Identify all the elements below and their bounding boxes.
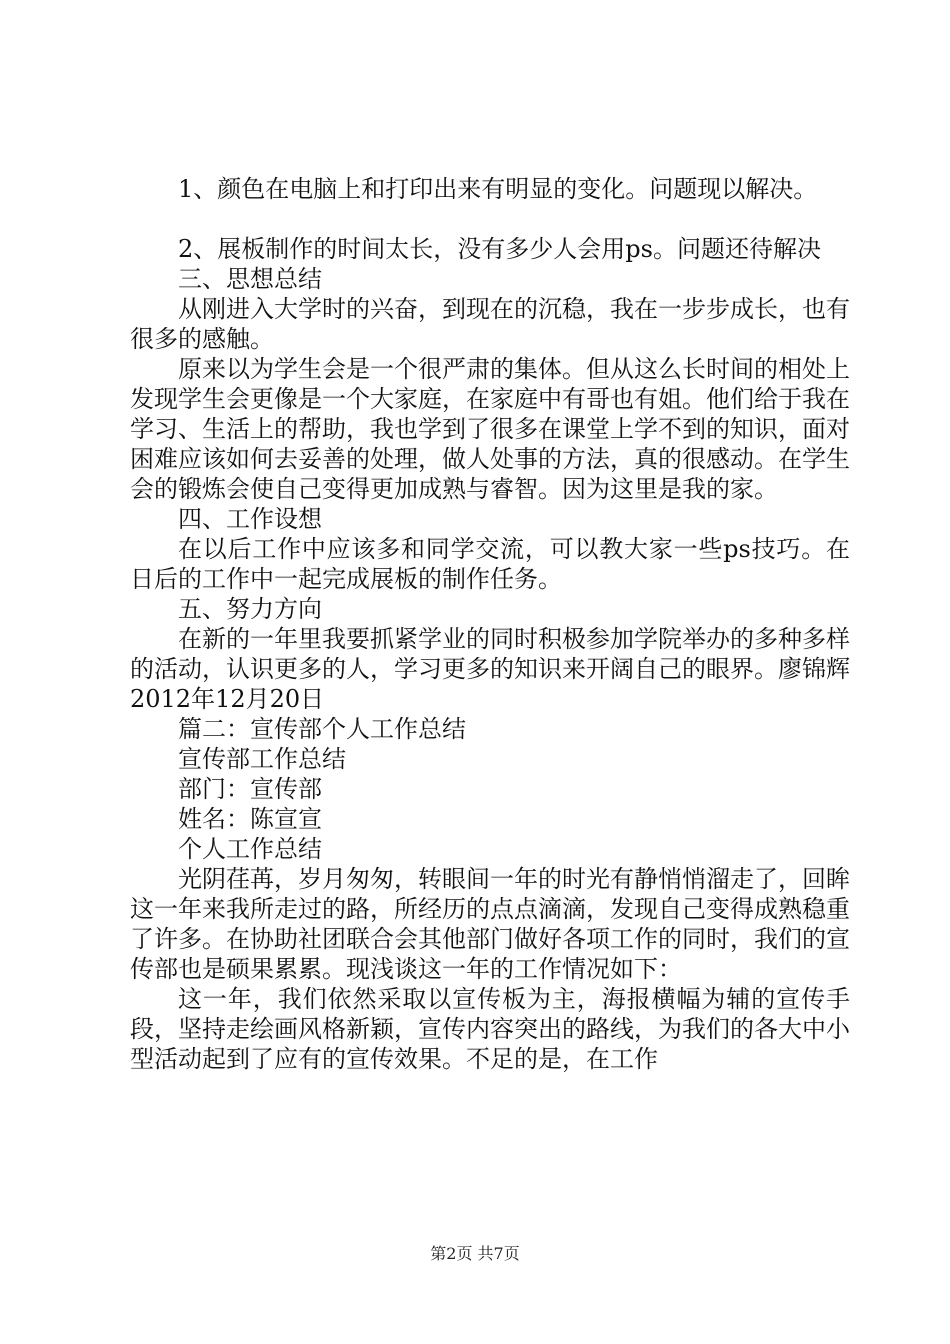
paragraph-work-plan: 在以后工作中应该多和同学交流，可以教大家一些ps技巧。在日后的工作中一起完成展板的制作任务。 <box>130 535 850 593</box>
heading-effort-direction: 五、努力方向 <box>178 595 322 623</box>
paragraph-effort-direction: 在新的一年里我要抓紧学业的同时积极参加学院举办的多种多样的活动，认识更多的人，学习更多的知识来开阔自己的眼界。廖锦辉2012年12月20日 <box>130 625 850 713</box>
heading-work-summary: 宣传部工作总结 <box>178 745 346 773</box>
heading-work-plan: 四、工作设想 <box>178 505 322 533</box>
heading-thought-summary: 三、思想总结 <box>178 265 322 293</box>
paragraph-growth: 从刚进入大学时的兴奋，到现在的沉稳，我在一步步成长，也有很多的感触。 <box>130 295 850 353</box>
document-body <box>130 174 850 1074</box>
paragraph-student-union-family: 原来以为学生会是一个很严肃的集体。但从这么长时间的相处上发现学生会更像是一个大家庭，在家庭中有哥也有姐。他们给于我在学习、生活上的帮助，我也学到了很多在课堂上学不到的知识，面对困难应该如何去妥善的处理，做人处事的方法，真的很感动。在学生会的锻炼会使自己变得更加成熟与睿智。因为这里是我的家。 <box>130 355 850 503</box>
heading-part-two: 篇二：宣传部个人工作总结 <box>178 715 466 743</box>
department-line: 部门：宣传部 <box>178 775 322 803</box>
paragraph-year-review: 光阴荏苒，岁月匆匆，转眼间一年的时光有静悄悄溜走了，回眸这一年来我所走过的路，所经历的点点滴滴，发现自己变得成熟稳重了许多。在协助社团联合会其他部门做好各项工作的同时，我们的宣传部也是硕果累累。现浅谈这一年的工作情况如下： <box>130 865 850 983</box>
heading-personal-summary: 个人工作总结 <box>178 835 322 863</box>
paragraph-color-issue: 1、颜色在电脑上和打印出来有明显的变化。问题现以解决。 <box>178 175 818 203</box>
page-number-footer: 第2页 共7页 <box>430 1244 520 1263</box>
name-line: 姓名：陈宣宣 <box>178 805 322 833</box>
paragraph-board-time-issue: 2、展板制作的时间太长，没有多少人会用ps。问题还待解决 <box>178 235 821 263</box>
paragraph-publicity-means: 这一年，我们依然采取以宣传板为主，海报横幅为辅的宣传手段，坚持走绘画风格新颖，宣传内容突出的路线，为我们的各大中小型活动起到了应有的宣传效果。不足的是，在工作 <box>130 985 850 1073</box>
